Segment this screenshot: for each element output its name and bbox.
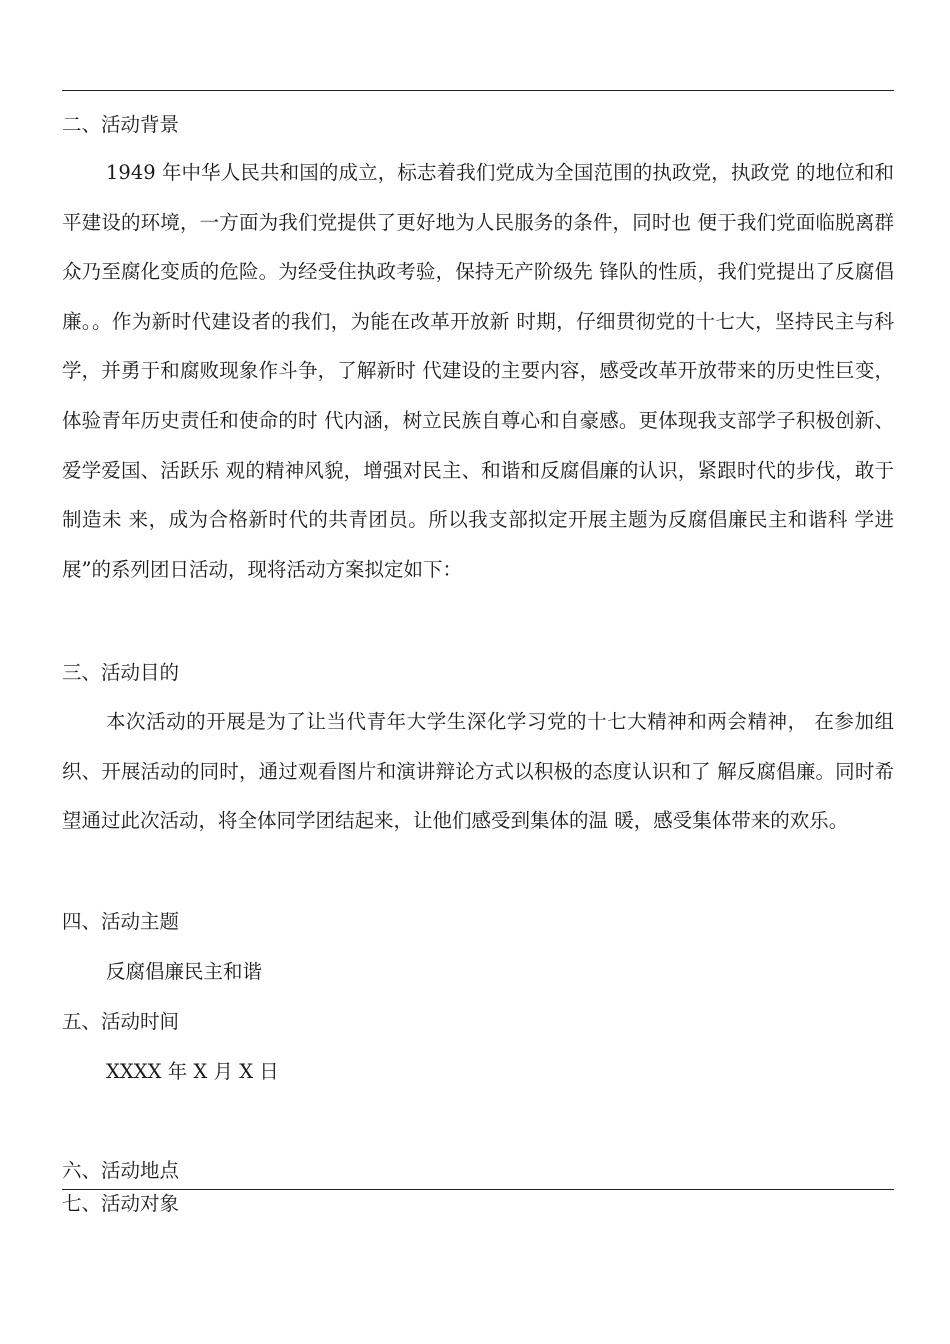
heading-theme: 四、活动主题 [62,910,180,933]
header-rule [62,90,894,91]
heading-background: 二、活动背景 [62,113,180,136]
heading-time: 五、活动时间 [62,1010,180,1033]
theme-content: 反腐倡廉民主和谐 [106,960,263,983]
paragraph-purpose: 本次活动的开展是为了让当代青年大学生深化学习党的十七大精神和两会精神， 在参加组织、开展活动的同时，通过观看图片和演讲辩论方式以积极的态度认识和了 解反腐倡廉。同时希望通过此次活动，将全体同学团结起来，让他们感受到集体的温 暖，感受集体带来的欢乐。 [62,710,894,833]
paragraph-background: 1949 年中华人民共和国的成立，标志着我们党成为全国范围的执政党，执政党 的地位和和平建设的环境，一方面为我们党提供了更好地为人民服务的条件，同时也 便于我们党面临脱离群众乃至腐化变质的危险。为经受住执政考验，保持无产阶级先 锋队的性质，我们党提出了反腐倡廉。。作为新时代建设者的我们，为能在改革开放新 时期，仔细贯彻党的十七大，坚持民主与科学，并勇于和腐败现象作斗争，了解新时 代建设的主要内容，感受改革开放带来的历史性巨变，体验青年历史责任和使命的时 代内涵，树立民族自尊心和自豪感。更体现我支部学子积极创新、爱学爱国、活跃乐 观的精神风貌，增强对民主、和谐和反腐倡廉的认识，紧跟时代的步伐，敢于制造未 来，成为合格新时代的共青团员。所以我支部拟定开展主题为反腐倡廉民主和谐科 学进展”的系列团日活动，现将活动方案拟定如下： [62,161,894,581]
time-content: XXXX 年 X 月 X 日 [106,1060,279,1083]
heading-location: 六、活动地点 [62,1159,180,1182]
heading-audience: 七、活动对象 [62,1192,180,1215]
heading-purpose: 三、活动目的 [62,661,180,684]
page-break-rule [62,1189,894,1190]
